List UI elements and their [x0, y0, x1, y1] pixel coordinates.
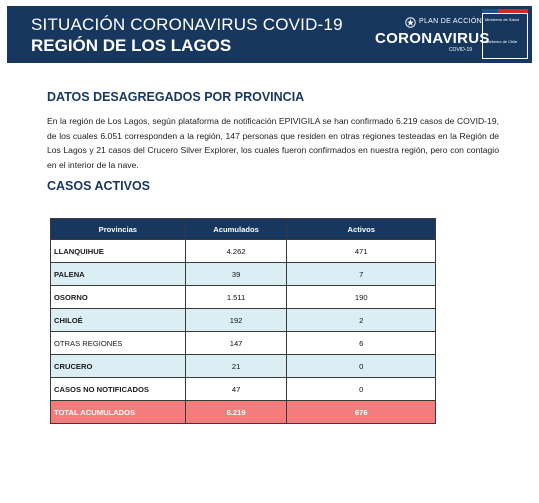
table-row	[51, 263, 436, 286]
star-icon	[405, 17, 416, 28]
acumulados-value: 39	[185, 263, 287, 286]
summary-paragraph: En la región de Los Lagos, según plataforma de notificación EPIVIGILA se han confirmado 6.219 casos de COVID-19, de los cuales 6.051 corresponden a la región, 147 personas que residen en otras regiones testeadas en la Región de Los Lagos y 21 casos del Crucero Silver Explorer, los cuales fueron confirmados en nuestra región, pero con contagio en el interior de la nave.	[47, 116, 499, 170]
plan-main-label: CORONAVIRUS	[375, 30, 490, 47]
table-total-row	[51, 401, 436, 424]
acumulados-value: 147	[185, 332, 287, 355]
acumulados-value: 1.511	[185, 286, 287, 309]
section-heading-casos-activos: CASOS ACTIVOS	[47, 179, 151, 193]
total-label: TOTAL ACUMULADOS	[51, 401, 186, 424]
table-row	[51, 332, 436, 355]
plan-tag: COVID-19	[448, 47, 472, 53]
column-header-activos: Activos	[287, 219, 436, 240]
activos-value: 6	[287, 332, 436, 355]
activos-value: 0	[287, 378, 436, 401]
province-name: CASOS NO NOTIFICADOS	[51, 378, 186, 401]
column-header-provincias: Provincias	[51, 219, 186, 240]
activos-value: 190	[287, 286, 436, 309]
activos-value: 2	[287, 309, 436, 332]
table-row	[51, 286, 436, 309]
logo-ministry-text: Ministerio de Salud	[485, 17, 520, 22]
section-heading-datos: DATOS DESAGREGADOS POR PROVINCIA	[47, 90, 305, 104]
header-title: SITUACIÓN CORONAVIRUS COVID-19	[31, 15, 343, 34]
header-subtitle: REGIÓN DE LOS LAGOS	[31, 36, 232, 55]
total-activos-value: 676	[287, 401, 436, 424]
acumulados-value: 4.262	[185, 240, 287, 263]
table-header-row	[51, 219, 436, 240]
header-banner	[7, 6, 532, 63]
province-name: OSORNO	[51, 286, 186, 309]
logo-government-text: Gobierno de Chile	[485, 39, 518, 44]
table-row	[51, 240, 436, 263]
acumulados-value: 47	[185, 378, 287, 401]
province-name: LLANQUIHUE	[51, 240, 186, 263]
table-row	[51, 309, 436, 332]
column-header-acumulados: Acumulados	[185, 219, 287, 240]
acumulados-value: 21	[185, 355, 287, 378]
province-name: CRUCERO	[51, 355, 186, 378]
province-name: PALENA	[51, 263, 186, 286]
plan-label: PLAN DE ACCIÓN	[419, 18, 482, 25]
government-logo	[482, 9, 528, 59]
activos-value: 7	[287, 263, 436, 286]
table-row	[51, 355, 436, 378]
activos-value: 471	[287, 240, 436, 263]
province-name: CHILOÉ	[51, 309, 186, 332]
acumulados-value: 192	[185, 309, 287, 332]
total-acumulados-value: 6.219	[185, 401, 287, 424]
table-row	[51, 378, 436, 401]
activos-value: 0	[287, 355, 436, 378]
province-table	[50, 218, 436, 424]
plan-de-accion-logo	[375, 16, 490, 56]
province-name: OTRAS REGIONES	[51, 332, 186, 355]
